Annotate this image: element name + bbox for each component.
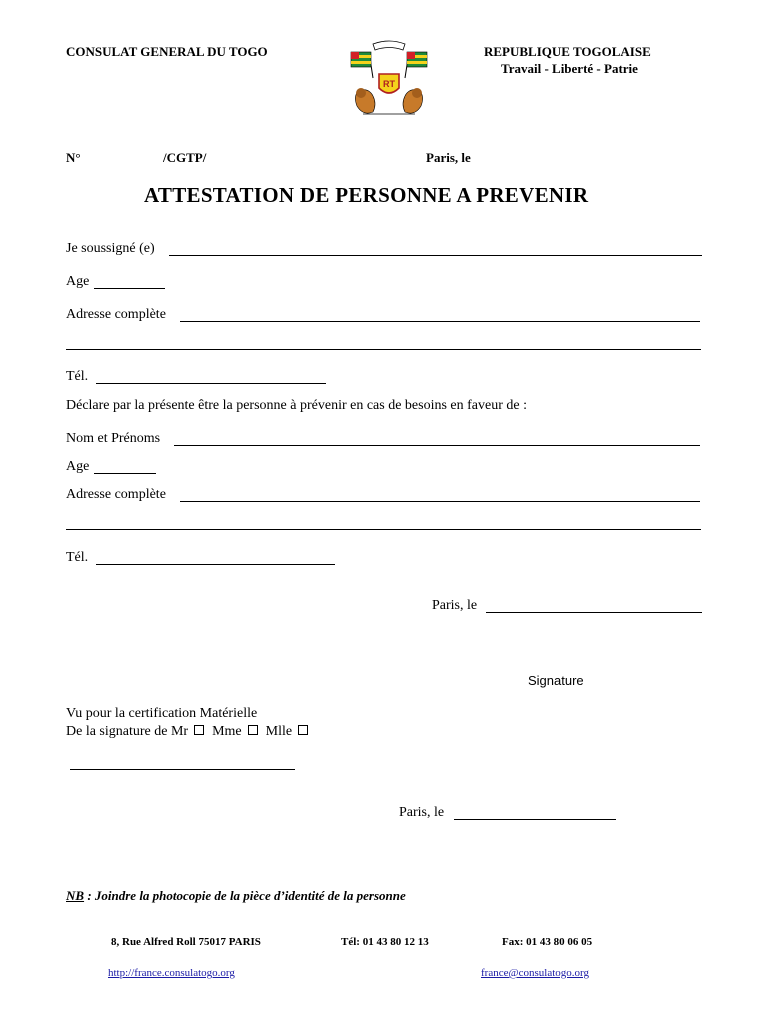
mr-checkbox[interactable] <box>194 725 204 735</box>
reference-number-label: N° <box>66 150 81 165</box>
mlle-checkbox[interactable] <box>298 725 308 735</box>
declarant-address-label: Adresse complète <box>66 307 166 322</box>
declarant-name-field[interactable] <box>169 255 702 256</box>
declarant-age-field[interactable] <box>94 288 165 289</box>
togo-coat-of-arms-emblem <box>343 38 435 120</box>
certification-mme-label: Mme <box>212 724 242 739</box>
beneficiary-phone-label: Tél. <box>66 550 89 565</box>
beneficiary-address-label: Adresse complète <box>66 487 166 502</box>
declarant-phone-label: Tél. <box>66 369 89 384</box>
signature-date-field[interactable] <box>486 612 702 613</box>
beneficiary-address-field[interactable] <box>180 501 700 502</box>
note-prefix: NB <box>66 888 85 903</box>
declarant-address-field[interactable] <box>180 321 700 322</box>
beneficiary-phone-field[interactable] <box>96 564 335 565</box>
declarant-address-field-line2[interactable] <box>66 349 701 350</box>
beneficiary-age-label: Age <box>66 459 90 474</box>
republic-name: REPUBLIQUE TOGOLAISE <box>484 44 651 59</box>
declarant-age-label: Age <box>66 274 90 289</box>
declaration-text: Déclare par la présente être la personne à prévenir en cas de besoins en faveur de : <box>66 398 527 413</box>
reference-place-date: Paris, le <box>426 150 471 165</box>
signature-label: Signature <box>528 673 584 688</box>
declarant-name-label: Je soussigné (e) <box>66 241 155 256</box>
certification-place-date-label: Paris, le <box>399 805 445 820</box>
svg-text:RT: RT <box>383 79 395 89</box>
certification-date-field[interactable] <box>454 819 616 820</box>
footer-website-link[interactable]: http://france.consulatogo.org <box>108 967 235 979</box>
declarant-phone-field[interactable] <box>96 383 326 384</box>
beneficiary-name-field[interactable] <box>174 445 700 446</box>
certification-signature-field[interactable] <box>70 769 295 770</box>
mme-checkbox[interactable] <box>248 725 258 735</box>
consulate-name: CONSULAT GENERAL DU TOGO <box>66 44 268 59</box>
footer-address: 8, Rue Alfred Roll 75017 PARIS <box>111 936 261 948</box>
footer-phone: Tél: 01 43 80 12 13 <box>341 936 429 948</box>
reference-code: /CGTP/ <box>163 150 207 165</box>
beneficiary-age-field[interactable] <box>94 473 156 474</box>
note-text: : Joindre la photocopie de la pièce d’identité de la personne <box>84 888 406 903</box>
certification-line2 <box>66 724 316 740</box>
footer-fax: Fax: 01 43 80 06 05 <box>502 936 593 948</box>
beneficiary-name-label: Nom et Prénoms <box>66 431 161 446</box>
certification-mlle-label: Mlle <box>265 724 293 739</box>
certification-line1: Vu pour la certification Matérielle <box>66 706 258 721</box>
footer-email-link[interactable]: france@consulatogo.org <box>481 967 589 979</box>
document-title: ATTESTATION DE PERSONNE A PREVENIR <box>144 183 589 207</box>
certification-mr-label: De la signature de Mr <box>66 724 189 739</box>
note <box>66 888 406 904</box>
signature-place-date-label: Paris, le <box>432 598 478 613</box>
national-motto: Travail - Liberté - Patrie <box>501 61 638 76</box>
beneficiary-address-field-line2[interactable] <box>66 529 701 530</box>
